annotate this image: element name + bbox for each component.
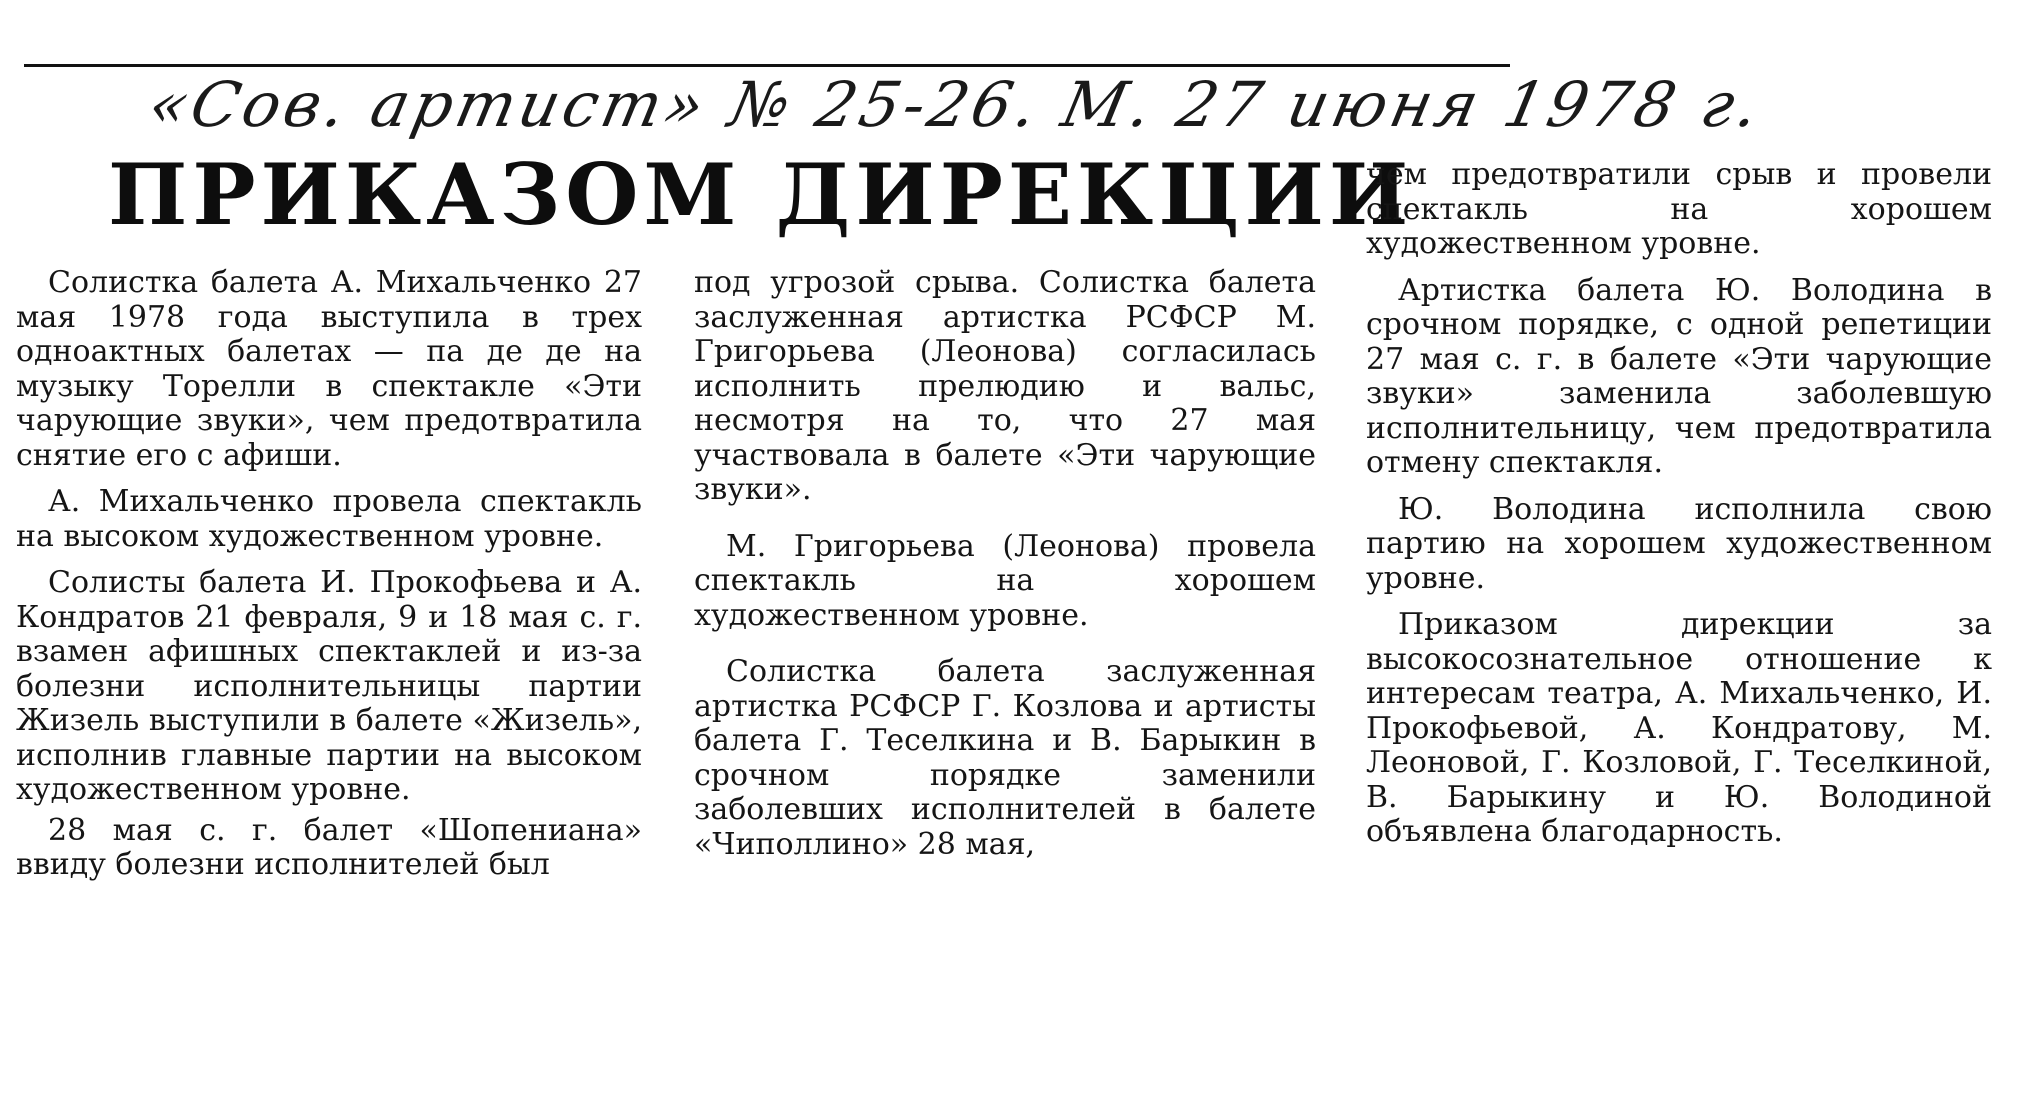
column-1-paragraph-2: А. Михальченко провела спектакль на высоком художественном уровне. <box>16 484 642 554</box>
handwritten-source-note: «Сов. артист» № 25-26. М. 27 июня 1978 г. <box>142 68 1770 141</box>
column-1-paragraph-4: 28 мая с. г. балет «Шопениана» ввиду болезни исполнителей был <box>16 812 642 882</box>
column-2-paragraph-3: Солистка балета заслуженная артистка РСФСР Г. Козлова и артисты балета Г. Теселкина и В. Барыкин в срочном порядке заменили заболевших исполнителей в балете «Чиполлино» 28 мая, <box>694 654 1316 862</box>
column-3-paragraph-2: Артистка балета Ю. Володина в срочном порядке, с одной репетиции 27 мая с. г. в балете «Эти чарующие звуки» заменила заболевшую исполнительницу, чем предотвратила отмену спектакля. <box>1366 272 1992 480</box>
article-column-3 <box>1366 158 1992 918</box>
column-1-paragraph-1: Солистка балета А. Михальченко 27 мая 1978 года выступила в трех одноактных балетах — па де де на музыку Торелли в спектакле «Эти чарующие звуки», чем предотвратила снятие его с афиши. <box>16 265 642 473</box>
column-1-paragraph-3: Солисты балета И. Прокофьева и А. Кондратов 21 февраля, 9 и 18 мая с. г. взамен афишных спектаклей и из-за болезни исполнительницы партии Жизель выступили в балете «Жизель», исполнив главные партии на высоком художественном уровне. <box>16 565 642 807</box>
column-2-paragraph-1: под угрозой срыва. Солистка балета заслуженная артистка РСФСР М. Григорьева (Леонова) согласилась исполнить прелюдию и вальс, несмотря на то, что 27 мая участвовала в балете «Эти чарующие звуки». <box>694 265 1316 507</box>
column-3-paragraph-3: Ю. Володина исполнила свою партию на хорошем художественном уровне. <box>1366 491 1992 596</box>
column-2-paragraph-2: М. Григорьева (Леонова) провела спектакль на хорошем художественном уровне. <box>694 528 1316 633</box>
article-headline: ПРИКАЗОМ ДИРЕКЦИИ <box>108 145 1414 244</box>
article-column-2 <box>694 266 1316 906</box>
column-3-paragraph-4: Приказом дирекции за высокосознательное отношение к интересам театра, А. Михальченко, И. Прокофьевой, А. Кондратову, М. Леоновой, Г. Козловой, Г. Теселкиной, В. Барыкину и Ю. Володиной объявлена благодарность. <box>1366 607 1992 849</box>
article-column-1 <box>16 266 642 1006</box>
column-3-paragraph-1: чем предотвратили срыв и провели спектакль на хорошем художественном уровне. <box>1366 157 1992 261</box>
